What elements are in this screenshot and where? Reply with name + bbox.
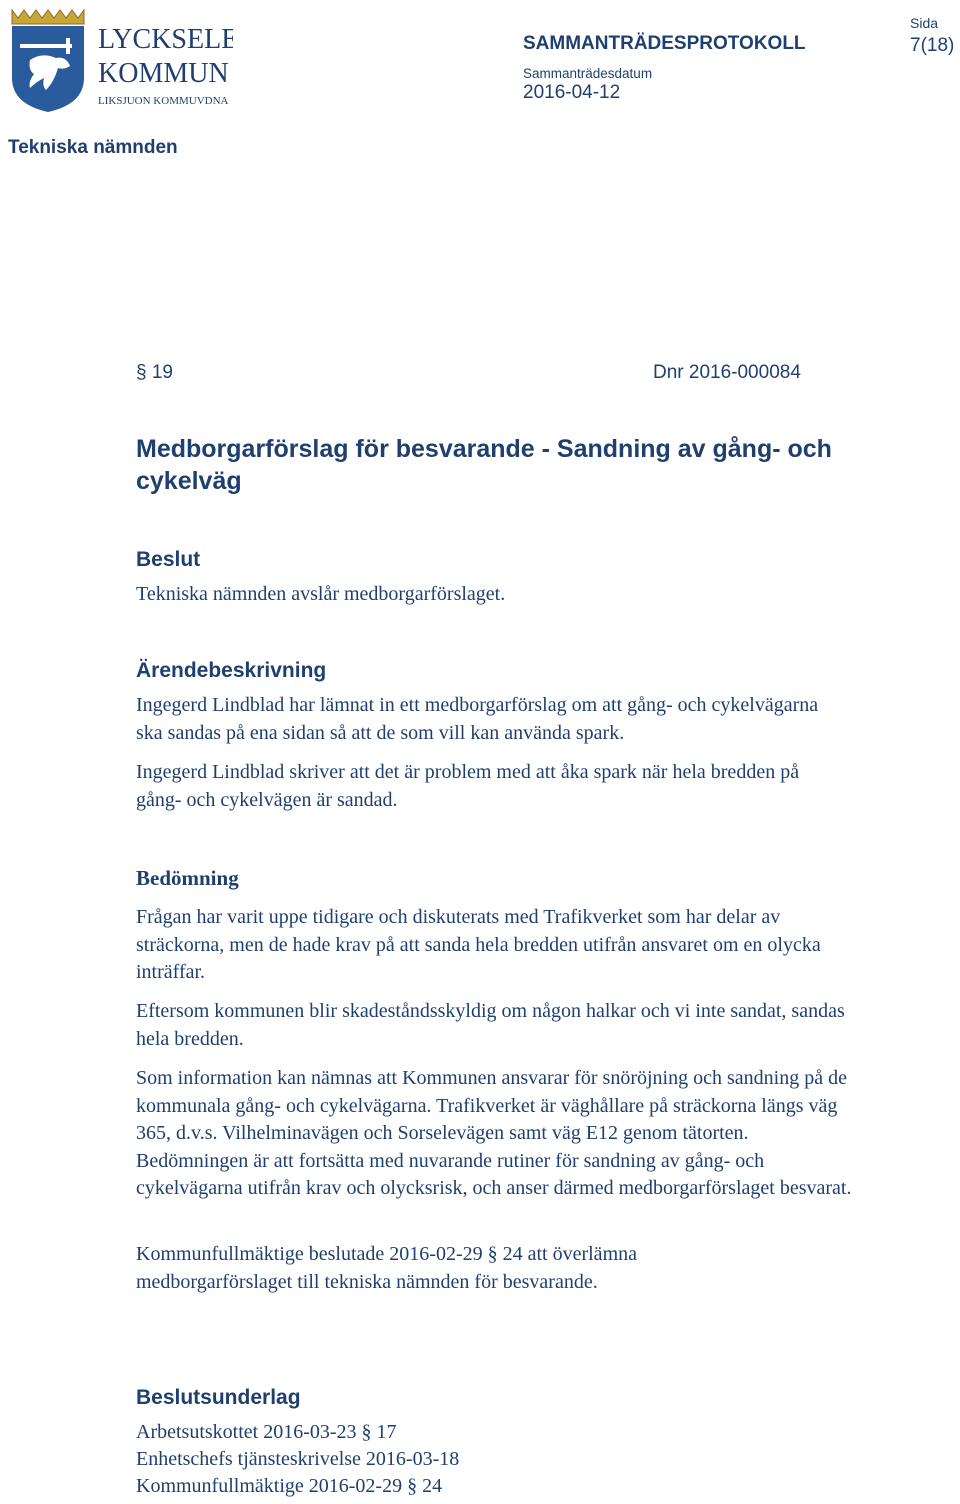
assessment-paragraph: Som information kan nämnas att Kommunen ansvarar för snöröjning och sandning på de kommunala gång- och cykelvägarna. Trafikverket är väghållare på sträckorna längs väg 365, d.v.s. Vilhelminavägen och Sorselevägen samt väg E12 genom tätorten. Bedömningen är att fortsätta med nuvarande rutiner för sandning av gång- och cykelvägarna utifrån krav och olycksrisk, och anser därmed medborgarförslaget besvarat. (136, 1067, 852, 1199)
page-number: 7(18) (910, 35, 955, 56)
decision-basis-item: Enhetschefs tjänsteskrivelse 2016-03-18 (136, 1448, 460, 1470)
page-label: Sida (910, 15, 939, 31)
assessment-paragraph: Frågan har varit uppe tidigare och diskuterats med Trafikverket som har delar av sträckorna, men de hade krav på att sanda hela bredden utifrån ansvaret om en olycka inträffar. (136, 906, 821, 983)
committee-name: Tekniska nämnden (8, 137, 178, 158)
coat-of-arms-icon (8, 8, 233, 112)
municipality-logo (8, 8, 233, 112)
assessment-heading: Bedömning (136, 866, 239, 890)
decision-heading: Beslut (136, 548, 201, 571)
diary-number: Dnr 2016-000084 (653, 362, 801, 383)
paragraph-number: § 19 (136, 362, 173, 383)
assessment-paragraph: Eftersom kommunen blir skadeståndsskyldig om någon halkar och vi inte sandat, sandas hela bredden. (136, 1000, 845, 1050)
meeting-date-label: Sammanträdesdatum (523, 66, 653, 81)
case-description-paragraph: Ingegerd Lindblad skriver att det är problem med att åka spark när hela bredden på gång- och cykelvägen är sandad. (136, 761, 800, 811)
decision-basis-item: Kommunfullmäktige 2016-02-29 § 24 (136, 1475, 443, 1497)
protocol-title: SAMMANTRÄDESPROTOKOLL (523, 33, 806, 54)
case-description-paragraph: Ingegerd Lindblad har lämnat in ett medborgarförslag om att gång- och cykelvägarna ska sandas på ena sidan så att de som vill kan använda spark. (136, 694, 819, 744)
decision-basis-heading: Beslutsunderlag (136, 1386, 301, 1409)
logo-text-line2: KOMMUN (98, 58, 229, 89)
meeting-date: 2016-04-12 (523, 82, 621, 103)
case-description-heading: Ärendebeskrivning (136, 659, 327, 682)
case-reference-line (136, 362, 816, 384)
logo-text-line1: LYCKSELE (98, 24, 233, 55)
decision-basis-item: Arbetsutskottet 2016-03-23 § 17 (136, 1421, 397, 1443)
decision-text: Tekniska nämnden avslår medborgarförslaget. (136, 583, 506, 605)
logo-text-line3: LIKSJUON KOMMUVDNA (98, 95, 229, 107)
assessment-paragraph: Kommunfullmäktige beslutade 2016-02-29 § 24 att överlämna medborgarförslaget till tekniska nämnden för besvarande. (136, 1243, 637, 1293)
case-title: Medborgarförslag för besvarande - Sandning av gång- och cykelväg (136, 435, 832, 495)
